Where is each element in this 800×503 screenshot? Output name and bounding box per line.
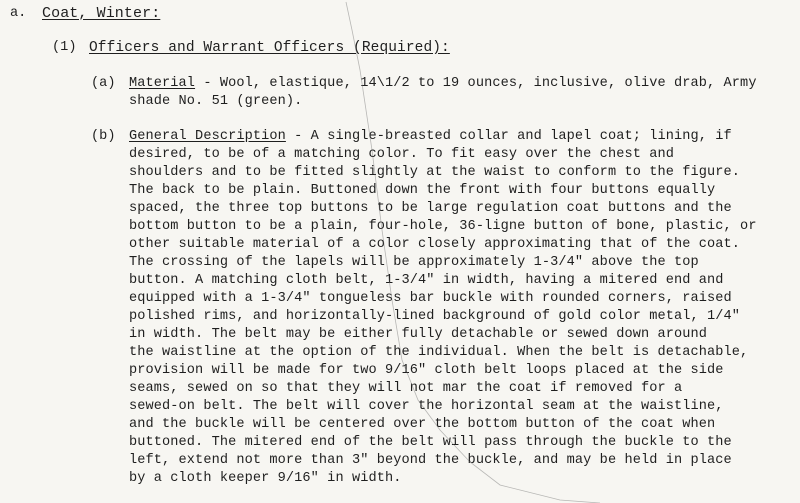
subsection-marker: (1) xyxy=(52,40,77,55)
description-line: sewed-on belt. The belt will cover the horizontal seam at the waistline, xyxy=(129,399,724,414)
subsection-title: Officers and Warrant Officers (Required): xyxy=(89,40,450,56)
description-line-1 xyxy=(129,129,732,145)
description-line: spaced, the three top buttons to be large regulation coat buttons and the xyxy=(129,201,732,216)
description-line: button. A matching cloth belt, 1-3/4" in width, having a mitered end and xyxy=(129,273,724,288)
material-label: Material xyxy=(129,76,196,91)
section-title: Coat, Winter: xyxy=(42,5,161,22)
material-line-1 xyxy=(129,76,757,92)
description-first-line-text: - A single-breasted collar and lapel coat; lining, if xyxy=(285,129,732,144)
description-marker: (b) xyxy=(91,129,116,144)
material-line-2: shade No. 51 (green). xyxy=(129,94,303,109)
description-line: left, extend not more than 3" beyond the buckle, and may be held in place xyxy=(129,453,732,468)
description-line: The back to be plain. Buttoned down the front with four buttons equally xyxy=(129,183,716,198)
description-line: provision will be made for two 9/16" cloth belt loops placed at the side xyxy=(129,363,724,378)
description-line: other suitable material of a color closely approximating that of the coat. xyxy=(129,237,741,252)
section-marker: a. xyxy=(10,6,27,21)
description-label: General Description xyxy=(129,129,286,144)
description-line: seams, sewed on so that they will not mar the coat if removed for a xyxy=(129,381,683,396)
material-marker: (a) xyxy=(91,76,116,91)
description-line: shoulders and to be fitted slightly at the waist to conform to the figure. xyxy=(129,165,741,180)
description-line: desired, to be of a matching color. To fit easy over the chest and xyxy=(129,147,674,162)
description-line: bottom button to be a plain, four-hole, 36-ligne button of bone, plastic, or xyxy=(129,219,757,234)
description-line: equipped with a 1-3/4" tongueless bar buckle with rounded corners, raised xyxy=(129,291,732,306)
description-line: polished rims, and horizontally-lined background of gold color metal, 1/4" xyxy=(129,309,741,324)
description-line: and the buckle will be centered over the bottom button of the coat when xyxy=(129,417,716,432)
description-line: the waistline at the option of the individual. When the belt is detachable, xyxy=(129,345,749,360)
material-text: - Wool, elastique, 14\1/2 to 19 ounces, inclusive, olive drab, Army xyxy=(195,76,757,91)
description-line: by a cloth keeper 9/16" in width. xyxy=(129,471,402,486)
description-line: in width. The belt may be either fully detachable or sewed down around xyxy=(129,327,708,342)
description-line: buttoned. The mitered end of the belt will pass through the buckle to the xyxy=(129,435,732,450)
description-line: The crossing of the lapels will be approximately 1-3/4" above the top xyxy=(129,255,699,270)
